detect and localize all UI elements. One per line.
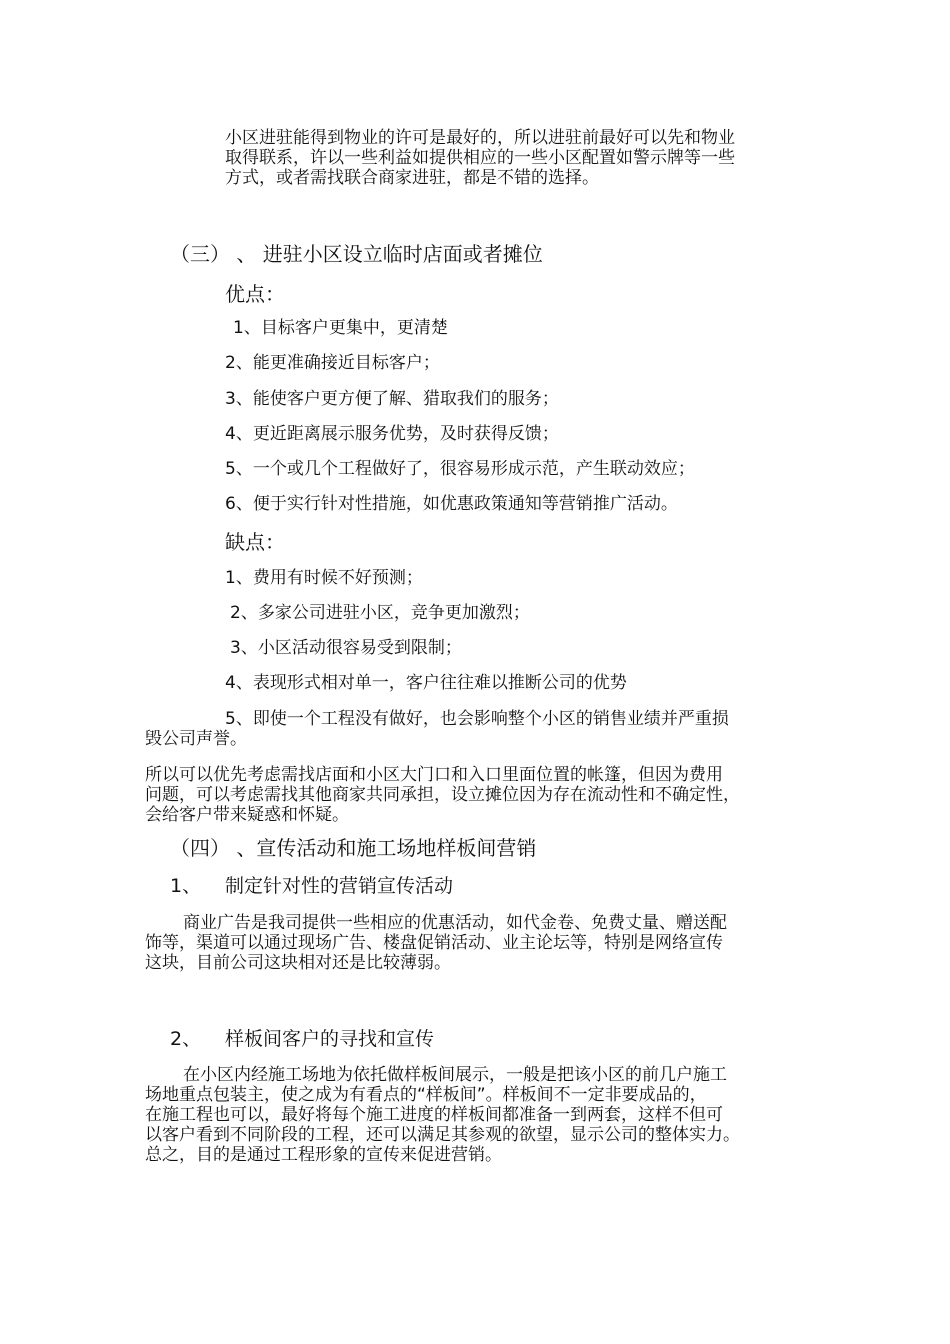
section-3-heading: （三） 、 进驻小区设立临时店面或者摊位 bbox=[170, 242, 543, 266]
list-item: 2、多家公司进驻小区，竞争更加激烈； bbox=[230, 603, 530, 623]
subsection-1-title: 制定针对性的营销宣传活动 bbox=[225, 875, 454, 897]
subsection-2-title: 样板间客户的寻找和宣传 bbox=[225, 1028, 435, 1050]
paragraph-line: 以客户看到不同阶段的工程，还可以满足其参观的欲望，显示公司的整体实力。 bbox=[145, 1125, 740, 1145]
list-item: 3、能使客户更方便了解、猎取我们的服务； bbox=[225, 389, 559, 409]
intro-line: 小区进驻能得到物业的许可是最好的，所以进驻前最好可以先和物业 bbox=[225, 128, 735, 148]
list-item: 5、一个或几个工程做好了，很容易形成示范，产生联动效应； bbox=[225, 459, 695, 479]
subsection-1-number: 1、 bbox=[170, 875, 202, 897]
paragraph-line: 在小区内经施工场地为依托做样板间展示，一般是把该小区的前几户施工 bbox=[183, 1065, 727, 1085]
list-item: 3、小区活动很容易受到限制； bbox=[230, 638, 462, 658]
paragraph-line: 商业广告是我司提供一些相应的优惠活动，如代金卷、免费丈量、赠送配 bbox=[183, 913, 727, 933]
list-item: 6、便于实行针对性措施，如优惠政策通知等营销推广活动。 bbox=[225, 494, 678, 514]
subsection-2-number: 2、 bbox=[170, 1028, 202, 1050]
summary-line: 问题，可以考虑需找其他商家共同承担，设立摊位因为存在流动性和不确定性， bbox=[145, 785, 740, 805]
paragraph-line: 总之，目的是通过工程形象的宣传来促进营销。 bbox=[145, 1145, 502, 1165]
paragraph-line: 场地重点包装主，使之成为有看点的“样板间”。样板间不一定非要成品的， bbox=[145, 1085, 707, 1105]
paragraph-line: 这块，目前公司这块相对还是比较薄弱。 bbox=[145, 953, 451, 973]
item-line: 5、即使一个工程没有做好，也会影响整个小区的销售业绩并严重损 bbox=[225, 709, 729, 729]
summary-line: 会给客户带来疑惑和怀疑。 bbox=[145, 805, 349, 825]
paragraph-line: 在施工程也可以，最好将每个施工进度的样板间都准备一到两套，这样不但可 bbox=[145, 1105, 723, 1125]
list-item: 1、费用有时候不好预测； bbox=[225, 568, 423, 588]
intro-line: 方式，或者需找联合商家进驻，都是不错的选择。 bbox=[225, 168, 599, 188]
list-item: 4、表现形式相对单一，客户往往难以推断公司的优势 bbox=[225, 673, 627, 693]
list-item: 2、能更准确接近目标客户； bbox=[225, 353, 440, 373]
disadvantages-title: 缺点： bbox=[225, 530, 285, 554]
list-item: 4、更近距离展示服务优势，及时获得反馈； bbox=[225, 424, 559, 444]
section-4-heading: （四） 、宣传活动和施工场地样板间营销 bbox=[170, 836, 537, 860]
intro-line: 取得联系，许以一些利益如提供相应的一些小区配置如警示牌等一些 bbox=[225, 148, 735, 168]
list-item: 1、目标客户更集中，更清楚 bbox=[233, 318, 448, 338]
item-line: 毁公司声誉。 bbox=[145, 729, 247, 749]
summary-line: 所以可以优先考虑需找店面和小区大门口和入口里面位置的帐篷，但因为费用 bbox=[145, 765, 723, 785]
paragraph-line: 饰等，渠道可以通过现场广告、楼盘促销活动、业主论坛等，特别是网络宣传 bbox=[145, 933, 723, 953]
advantages-title: 优点： bbox=[225, 282, 285, 306]
